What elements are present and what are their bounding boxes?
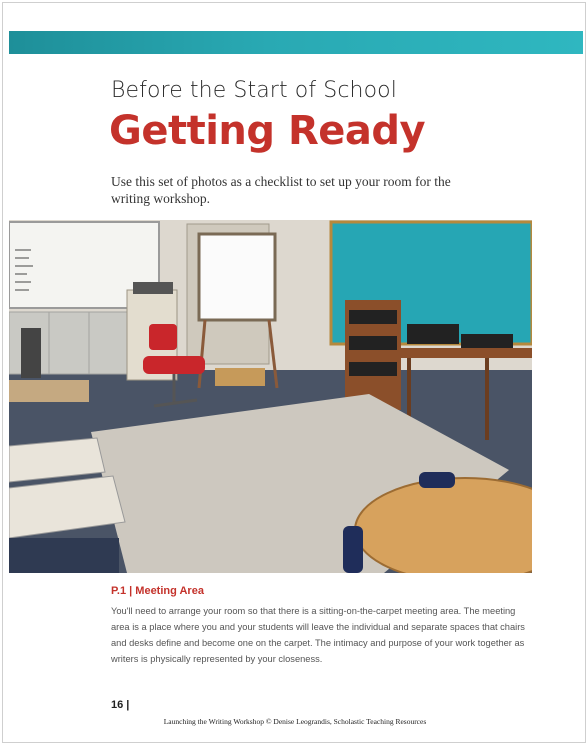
teacher-chair-back (149, 324, 177, 350)
section-body: You'll need to arrange your room so that there is a sitting-on-the-carpet meeting area. The meeting area is a place where you and your students will leave the individual and separate spaces that chairs and desks define and become one on the carpet. The intimacy and purpose of your work together as writers is physically represented by your closeness. (111, 606, 525, 664)
classroom-illustration (9, 220, 532, 573)
page-title: Getting Ready (109, 108, 426, 154)
section-heading: P.1 | Meeting Area (111, 585, 204, 597)
chart-easel (199, 234, 275, 320)
computer-desk (9, 380, 89, 402)
student-chair (343, 526, 363, 573)
projector (133, 282, 173, 294)
footer-credit: Launching the Writing Workshop © Denise Leograndis, Scholastic Teaching Resources (163, 717, 427, 726)
page-number: 16 | (111, 699, 130, 711)
basket (215, 368, 265, 386)
computer-monitor (21, 328, 41, 378)
page-subtitle: Before the Start of School (111, 78, 397, 103)
low-shelf (401, 348, 532, 358)
table-base (9, 538, 119, 573)
intro-text: Use this set of photos as a checklist to set up your room for the writing workshop. (111, 174, 451, 206)
header-band (9, 31, 583, 54)
classroom-photo (9, 220, 532, 573)
teacher-chair-seat (143, 356, 205, 374)
student-chair-2 (419, 472, 455, 488)
book-page (2, 2, 586, 743)
